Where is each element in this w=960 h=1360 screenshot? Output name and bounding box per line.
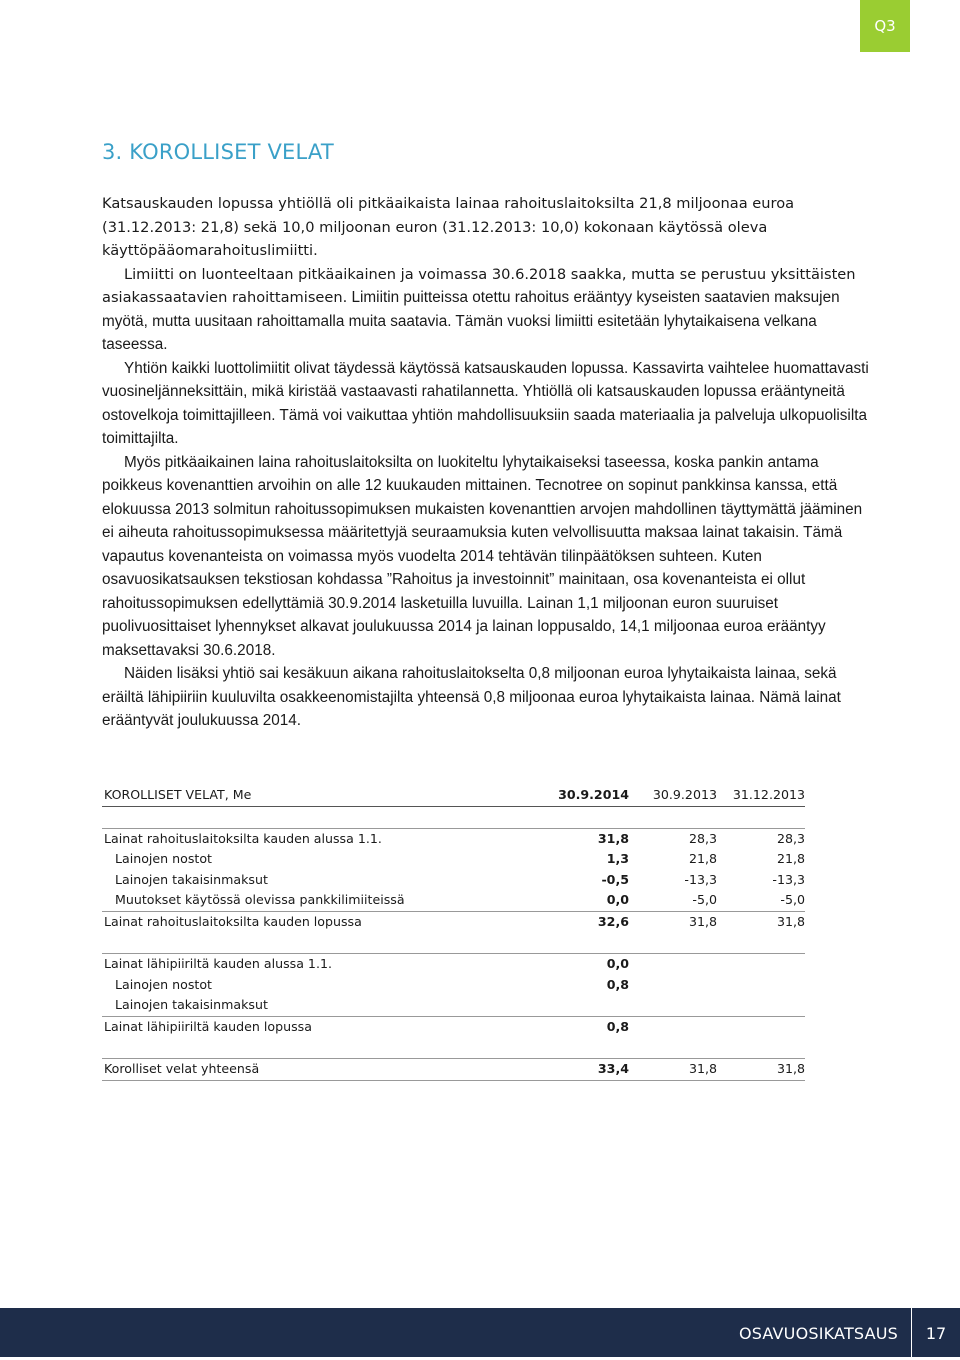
row-value-2014: 31,8: [539, 828, 629, 849]
row-value-2014: 1,3: [606, 851, 629, 867]
total-value-2014: 33,4: [539, 1059, 629, 1081]
table-header-col1: 30.9.2014: [539, 784, 629, 807]
row-label: Lainat lähipiiriltä kauden alussa 1.1.: [102, 954, 539, 975]
paragraph-3: Yhtiön kaikki luottolimiitit olivat täydessä käytössä katsauskauden lopussa. Kassavirta vaihtelee huomattavasti vuosineljänneksittäin, mikä kiristää vastaavasti rahatilannetta. Yhtiöllä oli katsauskauden lopussa erääntyneitä ostovelkoja toimittajilleen. Tämä voi vaikuttaa yhtiön mahdollisuuksiin saada materiaalia ja palveluja ulkopuolisilta toimittajilta.: [102, 359, 869, 447]
section-title: 3. KOROLLISET VELAT: [102, 140, 334, 164]
total-label: Korolliset velat yhteensä: [102, 1059, 539, 1081]
row-value-2014: [539, 995, 629, 1016]
row-value-2013fy: 28,3: [717, 828, 805, 849]
row-value-2013q3: 31,8: [688, 913, 717, 929]
quarter-badge: Q3: [860, 0, 910, 52]
paragraph-5: Näiden lisäksi yhtiö sai kesäkuun aikana rahoituslaitokselta 0,8 miljoonan euroa lyhytaikaista lainaa, sekä eräiltä lähipiiriin kuuluvilta osakkeenomistajilta yhteensä 0,8 miljoonaa euroa lyhytaikaista lainaa. Nämä lainat erääntyvät joulukuussa 2014.: [102, 665, 841, 729]
table-total-row: [102, 1059, 805, 1081]
row-value-2013q3: -5,0: [629, 890, 717, 911]
footer-label: OSAVUOSIKATSAUS: [738, 1324, 898, 1343]
row-value-2013q3: 28,3: [629, 828, 717, 849]
table-header-row: [102, 784, 805, 807]
row-value-2013fy: -5,0: [717, 890, 805, 911]
page-number: 17: [911, 1308, 960, 1357]
table-spacer: [102, 807, 805, 829]
row-value-2014: 0,8: [606, 976, 629, 992]
table-header-label: KOROLLISET VELAT, Me: [102, 784, 539, 807]
row-value-2013fy: 21,8: [776, 851, 805, 867]
table-header-col3: 31.12.2013: [717, 784, 805, 807]
row-value-2014: 0,0: [539, 954, 629, 975]
interest-bearing-liabilities-table: [102, 784, 805, 1081]
paragraph-1: Katsauskauden lopussa yhtiöllä oli pitkäaikaista lainaa rahoituslaitoksilta 21,8 miljoonaa euroa (31.12.2013: 21,8) sekä 10,0 miljoonan euron (31.12.2013: 10,0) kokonaan käytössä oleva käyttöpääomarahoituslimiitti.: [102, 195, 795, 259]
row-value-2014: -0,5: [601, 871, 629, 887]
row-label: Lainat rahoituslaitoksilta kauden alussa 1.1.: [102, 828, 539, 849]
row-label: Muutokset käytössä olevissa pankkilimiiteissä: [102, 890, 539, 911]
row-label: Lainat rahoituslaitoksilta kauden lopussa: [104, 913, 362, 929]
table-row: [102, 911, 805, 932]
row-value-2013fy: -13,3: [772, 871, 805, 887]
table-row: [102, 870, 805, 891]
table-row: [102, 954, 805, 975]
row-value-2013q3: 21,8: [688, 851, 717, 867]
row-value-2013fy: 31,8: [776, 913, 805, 929]
row-value-2013q3: -13,3: [684, 871, 717, 887]
row-value-2014: 0,8: [606, 1018, 629, 1034]
table-spacer: [102, 1038, 805, 1059]
table-row: [102, 1016, 805, 1037]
row-label: Lainojen takaisinmaksut: [115, 871, 268, 887]
table-header-col2: 30.9.2013: [629, 784, 717, 807]
paragraph-4: Myös pitkäaikainen laina rahoituslaitoksilta on luokiteltu lyhytaikaiseksi taseessa, koska pankin antama poikkeus kovenanttien arvoihin on alle 12 kuukauden mittainen. Tecnotree on sopinut pankkinsa kanssa, että elokuussa 2013 solmitun rahoitussopimuksen mukaisten kovenanttien arvojen mahdollinen täyttymättä jääminen ei aiheuta rahoitussopimuksessa määritettyjä seuraamuksia kuten velvollisuutta maksaa lainat takaisin. Tämä vapautus kovenanteista on voimassa myös vuodelta 2014 tehtävän tilinpäätöksen suhteen. Kuten osavuosikatsauksen tekstiosan kohdassa ”Rahoitus ja investoinnit” mainitaan, osa kovenanteista ei ollut rahoitussopimuksen edellyttämiä 30.9.2014 lasketuilla luvuilla. Lainan 1,1 miljoonan euron suuruiset puolivuosittaiset lyhennykset alkavat joulukuussa 2014 ja lainan loppusaldo, 14,1 miljoonaa euroa erääntyy maksettavaksi 30.6.2018.: [102, 453, 863, 659]
row-value-2014: 0,0: [539, 890, 629, 911]
body-text: [102, 192, 872, 733]
row-label: Lainojen nostot: [115, 851, 212, 867]
table-spacer: [102, 933, 805, 954]
row-value-2014: 32,6: [597, 913, 629, 929]
total-value-2013q3: 31,8: [629, 1059, 717, 1081]
total-value-2013fy: 31,8: [717, 1059, 805, 1081]
table-row: [102, 995, 805, 1016]
table-row: [102, 890, 805, 911]
paragraph-2-part-a: Limiitti on luonteeltaan pitkäaikainen ja voimassa 30.6.2018 saakka, mutta se perustuu yksittäisten asiakassaatavien rahoittamiseen.: [102, 265, 856, 306]
paragraph-2: [102, 263, 872, 357]
row-label: Lainojen nostot: [115, 976, 212, 992]
table-row: [102, 849, 805, 870]
table-row: [102, 828, 805, 849]
table-row: [102, 975, 805, 996]
row-label: Lainat lähipiiriltä kauden lopussa: [104, 1018, 312, 1034]
paragraph-2-part-b: Limiitin puitteissa otettu rahoitus erääntyy kyseisten saatavien maksujen myötä, mutta uusitaan rahoittamalla muita saatavia. Tämän vuoksi limiitti esitetään lyhytaikaisena velkana taseessa.: [102, 289, 840, 353]
row-label: Lainojen takaisinmaksut: [102, 995, 539, 1016]
footer-bar: [0, 1308, 960, 1357]
